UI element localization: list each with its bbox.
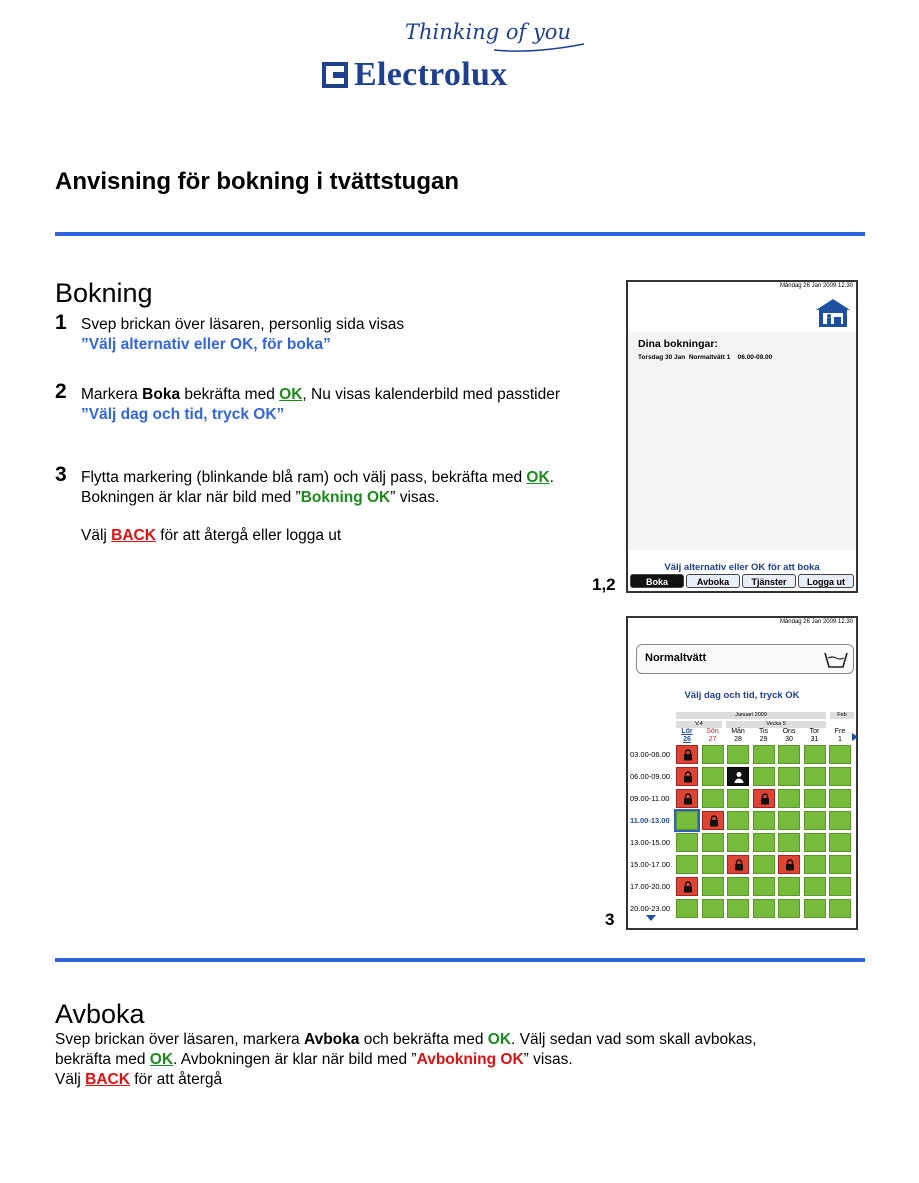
free-slot[interactable] [753, 811, 775, 830]
scroll-down-icon[interactable] [646, 915, 656, 921]
free-slot[interactable] [753, 899, 775, 918]
free-slot[interactable] [676, 833, 698, 852]
free-slot[interactable] [804, 855, 826, 874]
booked-slot-lock-icon[interactable] [702, 811, 724, 830]
free-slot[interactable] [702, 877, 724, 896]
section-heading-avboka: Avboka [55, 999, 145, 1029]
wash-basin-icon [823, 649, 849, 669]
free-slot[interactable] [778, 811, 800, 830]
day-header[interactable]: Tor 31 [809, 728, 820, 743]
free-slot[interactable] [829, 745, 851, 764]
free-slot[interactable] [778, 877, 800, 896]
figure-label-1-2: 1,2 [592, 575, 616, 594]
booked-slot-lock-icon[interactable] [676, 877, 698, 896]
booked-slot-lock-icon[interactable] [676, 745, 698, 764]
free-slot[interactable] [702, 899, 724, 918]
free-slot[interactable] [804, 833, 826, 852]
free-slot[interactable] [702, 745, 724, 764]
free-slot[interactable] [702, 789, 724, 808]
time-slot-label: 17.00-20.00 [630, 882, 671, 891]
slogan: Thinking of you [405, 20, 571, 44]
time-slot-label: 11.00-13.00 [630, 816, 670, 825]
boka-button[interactable]: Boka [630, 574, 684, 588]
free-slot[interactable] [702, 855, 724, 874]
free-slot[interactable] [804, 767, 826, 786]
month-label: Januari 2009 [676, 712, 826, 719]
free-slot[interactable] [829, 789, 851, 808]
time-slot-label: 13.00-15.00 [630, 838, 671, 847]
home-icon [815, 298, 851, 328]
free-slot[interactable] [778, 745, 800, 764]
logga-ut-button[interactable]: Logga ut [798, 574, 854, 588]
booked-slot-lock-icon[interactable] [676, 789, 698, 808]
booked-slot-lock-icon[interactable] [753, 789, 775, 808]
booked-slot-lock-icon[interactable] [778, 855, 800, 874]
free-slot[interactable] [804, 811, 826, 830]
free-slot[interactable] [753, 877, 775, 896]
free-slot[interactable] [778, 789, 800, 808]
document-title: Anvisning för bokning i tvättstugan [55, 168, 459, 195]
day-header[interactable]: Tis 29 [758, 728, 769, 743]
avboka-text: Svep brickan över läsaren, markera Avboka och bekräfta med OK. Välj sedan vad som skall avbokas, bekräfta med OK. Avbokningen är klar när bild med ”Avbokning OK” visas. Välj BACK för att återgå [55, 1031, 757, 1088]
day-header[interactable]: Mån 28 [731, 728, 745, 743]
screen-button-bar [628, 574, 856, 591]
next-arrow-icon[interactable] [852, 733, 858, 741]
divider-bottom [55, 958, 865, 962]
free-slot[interactable] [753, 855, 775, 874]
time-slot-label: 03.00-06.00 [630, 750, 671, 759]
free-slot[interactable] [676, 899, 698, 918]
program-box [636, 644, 854, 674]
free-slot[interactable] [702, 833, 724, 852]
step-number-3: 3 [55, 463, 67, 486]
free-slot[interactable] [829, 833, 851, 852]
bookings-panel [628, 332, 856, 550]
step-2-text: Markera Boka bekräfta med OK, Nu visas kalenderbild med passtider ”Välj dag och tid, tryck OK” [81, 386, 560, 423]
free-slot[interactable] [727, 789, 749, 808]
week-label-2: Vecka 5 [726, 721, 826, 728]
booking-entry: Torsdag 30 Jan Normaltvätt 1 06.00-09.00 [638, 354, 773, 361]
selected-slot[interactable] [676, 811, 698, 830]
free-slot[interactable] [804, 745, 826, 764]
day-header[interactable]: Sön 27 [706, 728, 719, 743]
week-label-1: V.4 [676, 721, 722, 728]
free-slot[interactable] [753, 745, 775, 764]
screen2-datetime: Måndag 26 Jan 2009 12.30 [779, 619, 853, 625]
free-slot[interactable] [727, 877, 749, 896]
step-3-text: Flytta markering (blinkande blå ram) och välj pass, bekräfta med OK. Bokningen är klar när bild med ”Bokning OK” visas. [81, 469, 554, 506]
free-slot[interactable] [829, 877, 851, 896]
screen-personal-page [626, 280, 858, 593]
calendar-prompt: Välj dag och tid, tryck OK [684, 690, 800, 701]
avboka-button[interactable]: Avboka [686, 574, 740, 588]
free-slot[interactable] [829, 899, 851, 918]
step-1-text: Svep brickan över läsaren, personlig sida visas ”Välj alternativ eller OK, för boka” [81, 316, 405, 353]
day-header[interactable]: Lör 26 [681, 728, 693, 743]
free-slot[interactable] [804, 899, 826, 918]
free-slot[interactable] [778, 833, 800, 852]
free-slot[interactable] [829, 767, 851, 786]
step-number-1: 1 [55, 311, 67, 334]
day-header[interactable]: Ons 30 [782, 728, 796, 743]
booked-slot-lock-icon[interactable] [676, 767, 698, 786]
electrolux-logo-icon [322, 60, 348, 90]
back-instruction: Välj BACK för att återgå eller logga ut [81, 527, 342, 544]
section-heading-bokning: Bokning [55, 278, 153, 308]
time-slot-label: 20.00-23.00 [630, 904, 671, 913]
divider-top [55, 232, 865, 236]
next-month-label: Feb [830, 712, 854, 719]
free-slot[interactable] [702, 767, 724, 786]
free-slot[interactable] [804, 789, 826, 808]
free-slot[interactable] [778, 899, 800, 918]
free-slot[interactable] [829, 855, 851, 874]
screen-calendar [626, 616, 858, 930]
tjanster-button[interactable]: Tjänster [742, 574, 796, 588]
slogan-swoosh [492, 42, 587, 54]
own-booking-user-icon[interactable] [727, 767, 749, 786]
free-slot[interactable] [753, 833, 775, 852]
booked-slot-lock-icon[interactable] [727, 855, 749, 874]
free-slot[interactable] [676, 855, 698, 874]
electrolux-logo [322, 56, 507, 94]
brand-name: Electrolux [354, 56, 508, 93]
free-slot[interactable] [804, 877, 826, 896]
free-slot[interactable] [727, 833, 749, 852]
free-slot[interactable] [727, 745, 749, 764]
screen-prompt: Välj alternativ eller OK för att boka [664, 562, 820, 573]
program-name: Normaltvätt [645, 652, 707, 664]
bookings-title: Dina bokningar: [638, 338, 718, 350]
screen-datetime: Måndag 26 Jan 2009 12.30 [779, 283, 853, 289]
free-slot[interactable] [778, 767, 800, 786]
free-slot[interactable] [753, 767, 775, 786]
figure-label-3: 3 [605, 910, 615, 929]
free-slot[interactable] [829, 811, 851, 830]
free-slot[interactable] [727, 899, 749, 918]
day-header[interactable]: Fre 1 [834, 728, 846, 743]
step-number-2: 2 [55, 380, 67, 403]
time-slot-label: 09.00-11.00 [630, 794, 670, 803]
time-slot-label: 15.00-17.00 [630, 860, 671, 869]
free-slot[interactable] [727, 811, 749, 830]
time-slot-label: 06.00-09.00 [630, 772, 671, 781]
